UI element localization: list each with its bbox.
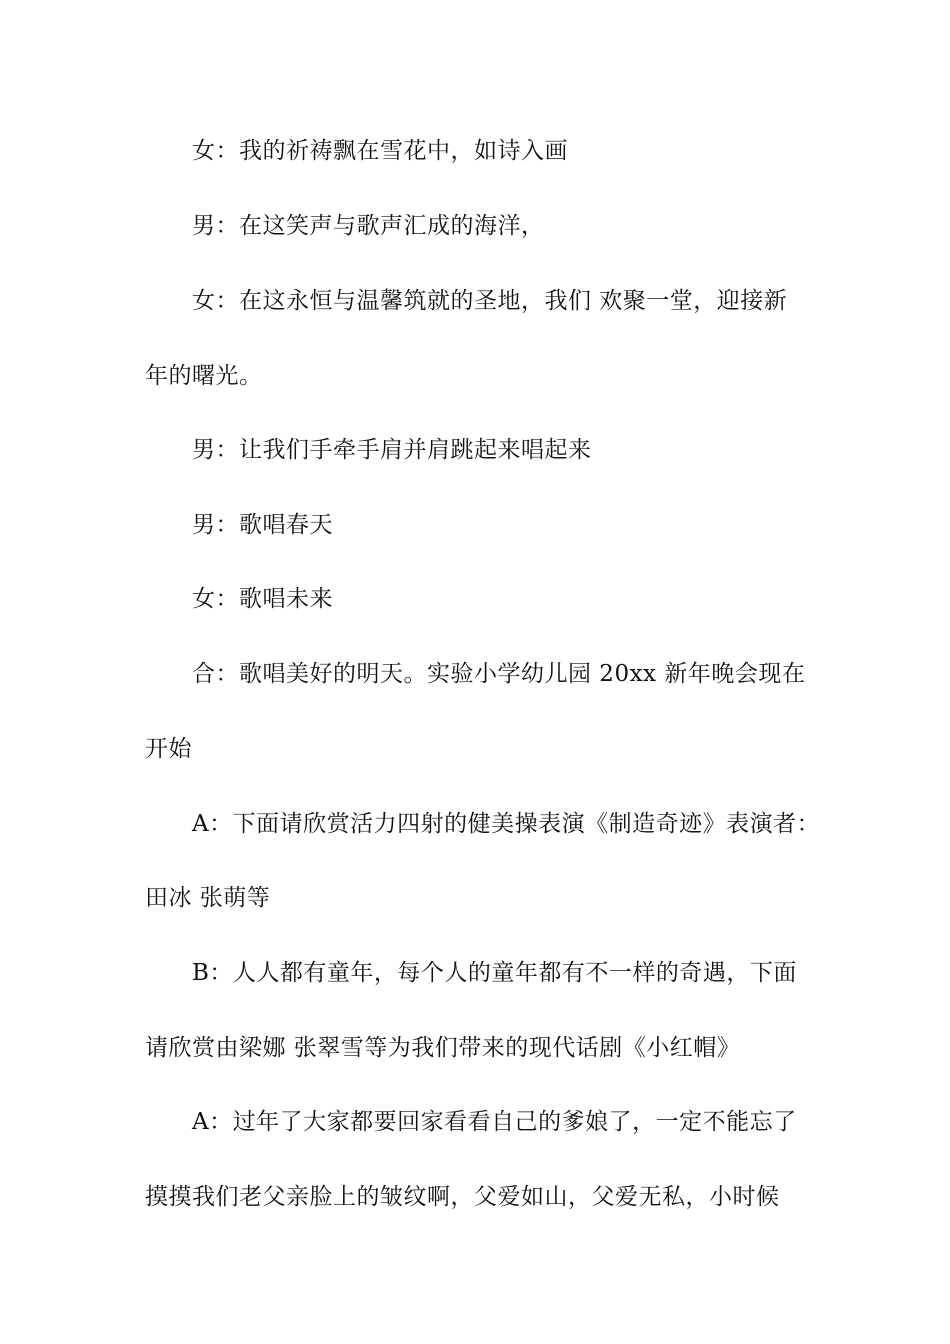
dialogue-line: 女：在这永恒与温馨筑就的圣地，我们 欢聚一堂，迎接新 [192, 288, 788, 314]
dialogue-line: 女：歌唱未来 [192, 586, 333, 612]
dialogue-line: B：人人都有童年，每个人的童年都有不一样的奇遇，下面 [192, 960, 797, 986]
dialogue-line: A：过年了大家都要回家看看自己的爹娘了，一定不能忘了 [192, 1109, 797, 1135]
dialogue-line: 合：歌唱美好的明天。实验小学幼儿园 20xx 新年晚会现在 [192, 661, 806, 687]
dialogue-line-continuation: 摸摸我们老父亲脸上的皱纹啊，父爱如山，父爱无私，小时候 [145, 1184, 780, 1210]
dialogue-line: 男：在这笑声与歌声汇成的海洋， [192, 213, 545, 239]
dialogue-line: 女：我的祈祷飘在雪花中，如诗入画 [192, 138, 568, 164]
dialogue-line-continuation: 年的曙光。 [145, 363, 263, 389]
dialogue-line-continuation: 开始 [145, 736, 192, 762]
dialogue-line-continuation: 田冰 张萌等 [145, 885, 271, 911]
dialogue-line: 男：让我们手牵手肩并肩跳起来唱起来 [192, 437, 592, 463]
dialogue-line: A：下面请欣赏活力四射的健美操表演《制造奇迹》表演者： [192, 811, 821, 837]
dialogue-line: 男：歌唱春天 [192, 512, 333, 538]
dialogue-line-continuation: 请欣赏由梁娜 张翠雪等为我们带来的现代话剧《小红帽》 [145, 1035, 741, 1061]
